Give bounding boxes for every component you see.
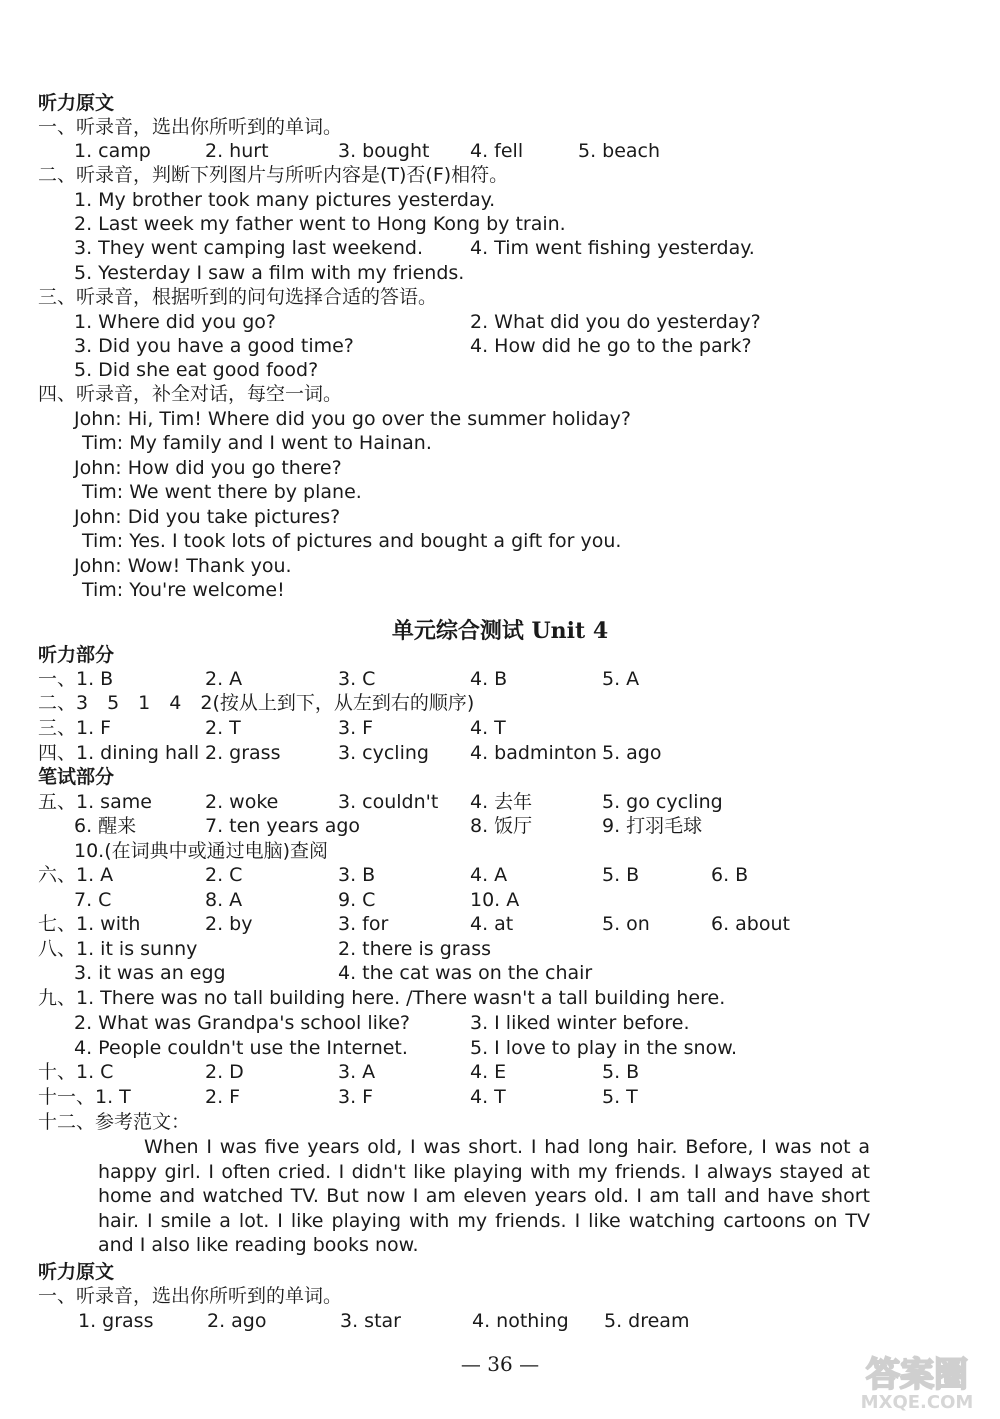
q2-sentence: 3. They went camping last weekend. bbox=[74, 237, 424, 259]
answer: 4. at bbox=[470, 913, 514, 935]
answer: 9. 打羽毛球 bbox=[602, 815, 703, 837]
answer: 4. 去年 bbox=[470, 791, 533, 813]
answer: 3. couldn't bbox=[338, 791, 439, 813]
answer: 8. 饭厅 bbox=[470, 815, 533, 837]
answer-row-12: 十二、参考范文： bbox=[38, 1111, 191, 1133]
q1-title: 一、听录音，选出你所听到的单词。 bbox=[38, 116, 343, 138]
answer: 4. badminton bbox=[470, 742, 597, 764]
answer: 8. A bbox=[205, 889, 243, 911]
answer: 10. A bbox=[470, 889, 520, 911]
heading-written-part: 笔试部分 bbox=[38, 766, 115, 788]
answer: 2. What was Grandpa's school like? bbox=[74, 1012, 411, 1034]
q2-sentence: 5. Yesterday I saw a film with my friends. bbox=[74, 262, 465, 284]
dialog-line: Tim: You're welcome! bbox=[82, 579, 285, 601]
dialog-line: Tim: Yes. I took lots of pictures and bought a gift for you. bbox=[82, 530, 622, 552]
heading-listening-script-2: 听力原文 bbox=[38, 1261, 115, 1283]
answer: 2. C bbox=[205, 864, 243, 886]
answer: 5. T bbox=[602, 1086, 638, 1108]
q3-question: 1. Where did you go? bbox=[74, 311, 276, 333]
answer: 6. B bbox=[711, 864, 749, 886]
q2-title: 二、听录音，判断下列图片与所听内容是(T)否(F)相符。 bbox=[38, 164, 509, 186]
dialog-line: Tim: We went there by plane. bbox=[82, 481, 362, 503]
q3-question: 4. How did he go to the park? bbox=[470, 335, 752, 357]
answer: 2. A bbox=[205, 668, 243, 690]
answer: 七、1. with bbox=[38, 913, 141, 935]
answer: 2. by bbox=[205, 913, 253, 935]
answer: 6. 醒来 bbox=[74, 815, 137, 837]
answer: 十一、1. T bbox=[38, 1086, 131, 1108]
answer: 7. C bbox=[74, 889, 112, 911]
q1-item: 4. fell bbox=[470, 140, 524, 162]
watermark-logo bbox=[842, 1352, 992, 1412]
q3-question: 5. Did she eat good food? bbox=[74, 359, 319, 381]
answer: 2. there is grass bbox=[338, 938, 492, 960]
answer: 4. People couldn't use the Internet. bbox=[74, 1037, 408, 1059]
answer: 4. T bbox=[470, 1086, 506, 1108]
answer: 六、1. A bbox=[38, 864, 114, 886]
watermark-main-text: 答案圈 bbox=[866, 1355, 968, 1395]
answer: 9. C bbox=[338, 889, 376, 911]
answer: 一、1. B bbox=[38, 668, 114, 690]
answer: 3. it was an egg bbox=[74, 962, 226, 984]
answer: 4. A bbox=[470, 864, 508, 886]
answer: 五、1. same bbox=[38, 791, 152, 813]
q1-title-2: 一、听录音，选出你所听到的单词。 bbox=[38, 1285, 343, 1307]
q1-item: 2. ago bbox=[207, 1310, 267, 1332]
heading-listening-script: 听力原文 bbox=[38, 92, 115, 114]
answer: 3. cycling bbox=[338, 742, 429, 764]
dialog-line: John: Hi, Tim! Where did you go over the summer holiday? bbox=[74, 408, 632, 430]
q2-sentence: 1. My brother took many pictures yesterday. bbox=[74, 189, 496, 211]
q1-item: 2. hurt bbox=[205, 140, 269, 162]
answer: 4. the cat was on the chair bbox=[338, 962, 593, 984]
answer: 4. B bbox=[470, 668, 508, 690]
q1-item: 4. nothing bbox=[472, 1310, 569, 1332]
unit-title: 单元综合测试 Unit 4 bbox=[391, 618, 609, 644]
answer: 3. F bbox=[338, 1086, 374, 1108]
dialog-line: John: How did you go there? bbox=[74, 457, 342, 479]
answer: 3. F bbox=[338, 717, 374, 739]
answer: 6. about bbox=[711, 913, 790, 935]
answer-row-5c: 10.(在词典中或通过电脑)查阅 bbox=[74, 840, 329, 862]
q1-item: 5. beach bbox=[578, 140, 661, 162]
q4-title: 四、听录音，补全对话，每空一词。 bbox=[38, 383, 343, 405]
watermark-sub-text: MXQE.COM bbox=[860, 1392, 974, 1412]
answer: 5. B bbox=[602, 864, 640, 886]
q3-title: 三、听录音，根据听到的问句选择合适的答语。 bbox=[38, 286, 438, 308]
watermark-graphic bbox=[842, 1352, 992, 1412]
answer: 4. T bbox=[470, 717, 506, 739]
q2-sentence: 2. Last week my father went to Hong Kong by train. bbox=[74, 213, 566, 235]
answer: 4. E bbox=[470, 1061, 507, 1083]
answer: 四、1. dining hall bbox=[38, 742, 200, 764]
q3-question: 2. What did you do yesterday? bbox=[470, 311, 761, 333]
page-number: — 36 — bbox=[460, 1352, 540, 1376]
answer: 三、1. F bbox=[38, 717, 112, 739]
answer: 十、1. C bbox=[38, 1061, 114, 1083]
answer: 2. T bbox=[205, 717, 241, 739]
answer: 3. I liked winter before. bbox=[470, 1012, 690, 1034]
heading-listening-part: 听力部分 bbox=[38, 644, 115, 666]
q1-item: 1. grass bbox=[78, 1310, 154, 1332]
answer: 5. on bbox=[602, 913, 650, 935]
answer-row-2: 二、3 5 1 4 2(按从上到下，从左到右的顺序) bbox=[38, 692, 475, 714]
q1-item: 5. dream bbox=[604, 1310, 690, 1332]
q1-item: 1. camp bbox=[74, 140, 151, 162]
answer: 5. ago bbox=[602, 742, 662, 764]
answer: 八、1. it is sunny bbox=[38, 938, 198, 960]
answer: 5. go cycling bbox=[602, 791, 723, 813]
q3-question: 3. Did you have a good time? bbox=[74, 335, 354, 357]
dialog-line: John: Did you take pictures? bbox=[74, 506, 341, 528]
answer: 3. A bbox=[338, 1061, 376, 1083]
q1-item: 3. star bbox=[340, 1310, 401, 1332]
q1-item: 3. bought bbox=[338, 140, 430, 162]
answer-row-9a: 九、1. There was no tall building here. /There wasn't a tall building here. bbox=[38, 987, 726, 1009]
dialog-line: Tim: My family and I went to Hainan. bbox=[82, 432, 432, 454]
dialog-line: John: Wow! Thank you. bbox=[74, 555, 292, 577]
answer: 3. for bbox=[338, 913, 389, 935]
answer: 7. ten years ago bbox=[205, 815, 361, 837]
answer: 2. D bbox=[205, 1061, 244, 1083]
answer: 2. grass bbox=[205, 742, 281, 764]
sample-essay: When I was five years old, I was short. I had long hair. Before, I was not a happy girl. I often cried. I didn't like playing with my friends. I always stayed at home and watched TV. But now I am eleven years old. I am tall and have short hair. I smile a lot. I like playing with my friends. I like watching cartoons on TV and I also like reading books now. bbox=[98, 1136, 870, 1257]
answer: 5. A bbox=[602, 668, 640, 690]
q2-sentence: 4. Tim went fishing yesterday. bbox=[470, 237, 755, 259]
answer: 3. B bbox=[338, 864, 376, 886]
answer: 2. F bbox=[205, 1086, 241, 1108]
answer: 5. I love to play in the snow. bbox=[470, 1037, 738, 1059]
answer: 3. C bbox=[338, 668, 376, 690]
answer: 2. woke bbox=[205, 791, 279, 813]
answer: 5. B bbox=[602, 1061, 640, 1083]
